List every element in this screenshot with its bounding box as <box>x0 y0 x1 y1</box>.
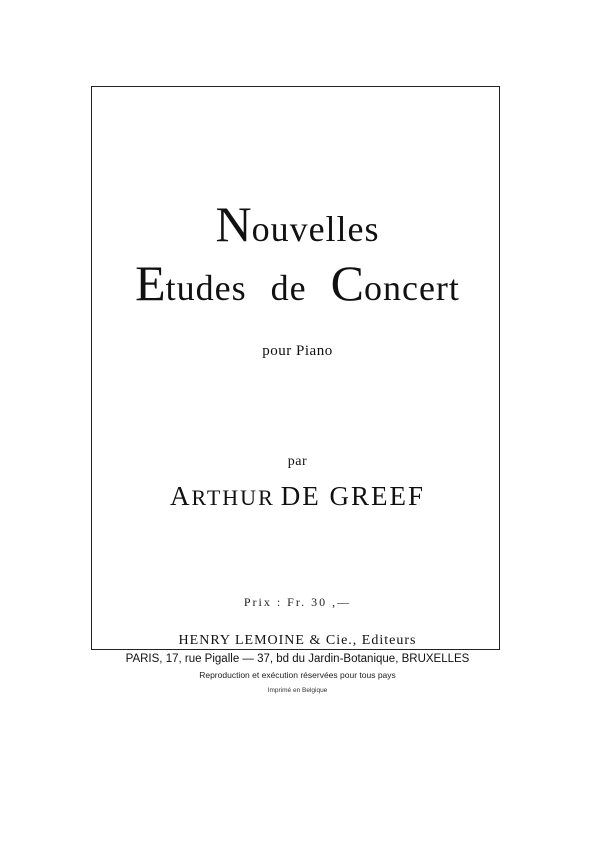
printed-in-notice: Imprimé en Belgique <box>267 687 328 694</box>
title-initial-c: C <box>330 255 364 311</box>
author-first-initial: A <box>170 481 192 511</box>
page-border-frame <box>91 86 500 650</box>
author-first-rest: RTHUR <box>191 485 275 510</box>
title-line-1 <box>0 196 595 252</box>
price-label: Prix : Fr. 30 ,— <box>243 595 352 609</box>
publisher-name: HENRY LEMOINE & Cie., Editeurs <box>178 633 417 648</box>
by-label: par <box>287 454 308 469</box>
publisher-address: PARIS, 17, rue Pigalle — 37, bd du Jardin-Botanique, BRUXELLES <box>125 653 470 665</box>
author-last-name: DE GREEF <box>280 481 425 511</box>
title-initial-e: E <box>135 255 166 311</box>
title-word-ouvelles: ouvelles <box>251 209 380 249</box>
subtitle-instrument: pour Piano <box>262 343 333 359</box>
title-line-2 <box>0 255 595 311</box>
title-initial-n: N <box>215 196 252 252</box>
title-word-oncert: oncert <box>363 268 460 308</box>
title-word-de: de <box>270 268 307 308</box>
author-name <box>0 481 595 512</box>
title-word-tudes: tudes <box>165 268 247 308</box>
rights-notice: Reproduction et exécution réservées pour tous pays <box>199 670 396 680</box>
